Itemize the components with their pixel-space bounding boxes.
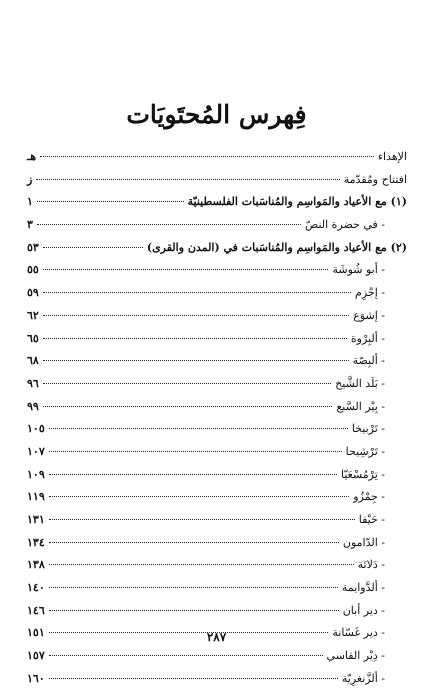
- dot-leader: [43, 360, 349, 361]
- toc-entry: [27, 305, 407, 328]
- toc-entry: [27, 554, 407, 577]
- toc-entry-title: (٢) مع الأعياد والمَواسِم والمُناسَبات في (المدن والقرى): [146, 240, 407, 254]
- toc-entry: [27, 668, 407, 691]
- toc-entry-title: - جِمْزُو: [353, 490, 385, 504]
- toc-entry-page: ٥٥: [27, 263, 39, 277]
- toc-entry: [27, 509, 407, 532]
- toc-entry-page: ١٠٧: [27, 444, 45, 458]
- dot-leader: [43, 338, 347, 339]
- toc-entry-page: ١: [27, 195, 33, 209]
- toc-entry-title: - ألدَّوايمة: [341, 581, 385, 595]
- toc-entry-page: ٥٩: [27, 286, 39, 300]
- toc-entry-title: - دِيْر القاسي: [326, 649, 385, 663]
- toc-entry: [27, 282, 407, 305]
- dot-leader: [37, 201, 184, 202]
- toc-entry-title: - دير أبان: [342, 603, 385, 617]
- toc-entry: [27, 328, 407, 351]
- toc-entry-title: - في حضرة النصّ: [304, 218, 385, 232]
- toc-entry: [27, 396, 407, 419]
- dot-leader: [43, 383, 331, 384]
- dot-leader: [43, 247, 143, 248]
- dot-leader: [49, 542, 339, 543]
- toc-entry-page: ٩٩: [27, 399, 39, 413]
- toc-entry: [27, 350, 407, 373]
- toc-entry-title: الإهداء: [377, 150, 407, 163]
- toc-entry: [27, 259, 407, 282]
- toc-entry-title: - بَلَد الشَّيخ: [335, 376, 385, 390]
- toc-entry-page: ٦٢: [27, 308, 39, 322]
- dot-leader: [43, 292, 351, 293]
- dot-leader: [49, 519, 355, 520]
- toc-entry: [27, 600, 407, 623]
- toc-entry: [27, 214, 407, 237]
- toc-entry-title: - إشوَع: [353, 308, 385, 322]
- toc-entry-title: افتتاح ومُقدّمة: [343, 172, 407, 186]
- toc-entry-page: ١٣٤: [27, 535, 45, 549]
- toc-entry-title: - ألبِصّة: [352, 354, 385, 368]
- toc-entry-title: - تِرْمُسْعَيّا: [340, 467, 385, 481]
- dot-leader: [49, 678, 338, 679]
- dot-leader: [36, 179, 339, 180]
- toc-entry-page: ١٥٧: [27, 649, 45, 663]
- toc-entry-page: ٦٥: [27, 331, 39, 345]
- toc-entry: [27, 373, 407, 396]
- dot-leader: [49, 610, 339, 611]
- toc-entry-page: ١٥١: [27, 626, 45, 640]
- toc-entry-page: ١٤٦: [27, 603, 45, 617]
- toc-entry: [27, 645, 407, 668]
- dot-leader: [49, 474, 337, 475]
- toc-entry-title: - أبو شُوشَة: [332, 263, 385, 277]
- dot-leader: [49, 496, 350, 497]
- toc-entry-title: - ألبِرْوة: [350, 331, 385, 345]
- table-of-contents: [27, 146, 407, 691]
- dot-leader: [49, 655, 323, 656]
- toc-entry: [27, 464, 407, 487]
- dot-leader: [49, 428, 348, 429]
- toc-entry-page: ١٤٠: [27, 581, 45, 595]
- dot-leader: [40, 156, 374, 157]
- toc-entry: [27, 486, 407, 509]
- toc-entry-page: ٥٣: [27, 240, 39, 254]
- toc-entry-title: - الدّامون: [342, 535, 385, 549]
- toc-entry-page: ١١٩: [27, 490, 45, 504]
- toc-entry-title: - حَيْفا: [358, 513, 385, 526]
- toc-entry: [27, 169, 407, 192]
- dot-leader: [43, 269, 329, 270]
- toc-entry-title: - إجْزِم: [355, 286, 385, 300]
- toc-entry-title: - دير غَسّانة: [332, 626, 385, 640]
- toc-entry-title: - تَرْبيخا: [351, 422, 385, 436]
- toc-entry-page: ز: [27, 172, 33, 186]
- toc-entry: [27, 237, 407, 260]
- toc-entry-page: هـ: [27, 150, 37, 163]
- toc-entry-page: ١٠٩: [27, 467, 45, 481]
- page-title: فِهرس المُحتَويَات: [126, 100, 307, 129]
- toc-entry: [27, 532, 407, 555]
- toc-entry: [27, 577, 407, 600]
- toc-entry-title: (١) مع الأعياد والمَواسِم والمُناسَبات الفلسطينيّة: [187, 195, 407, 209]
- toc-entry-page: ٦٨: [27, 354, 39, 368]
- toc-entry-title: - ألزَّنغرِيّة: [341, 671, 385, 685]
- dot-leader: [43, 406, 333, 407]
- toc-entry-page: ٩٦: [27, 376, 39, 390]
- toc-entry-page: ١٣٨: [27, 558, 45, 572]
- dot-leader: [49, 564, 354, 565]
- toc-entry: [27, 418, 407, 441]
- dot-leader: [49, 451, 342, 452]
- toc-entry: [27, 441, 407, 464]
- toc-entry-title: - بِيْر السَّبع: [336, 399, 385, 413]
- dot-leader: [43, 315, 349, 316]
- dot-leader: [37, 224, 301, 225]
- toc-entry-page: ١٠٥: [27, 422, 45, 436]
- toc-entry: [27, 146, 407, 169]
- page-number: ٢٨٧: [206, 630, 227, 644]
- toc-entry-page: ٣: [27, 218, 33, 232]
- toc-entry: [27, 191, 407, 214]
- toc-entry-title: - دَلاتَة: [357, 558, 385, 572]
- toc-entry-page: ١٦٠: [27, 671, 45, 685]
- dot-leader: [49, 587, 338, 588]
- toc-entry-title: - تَرْشِيحا: [345, 444, 385, 458]
- toc-entry-page: ١٣١: [27, 513, 45, 526]
